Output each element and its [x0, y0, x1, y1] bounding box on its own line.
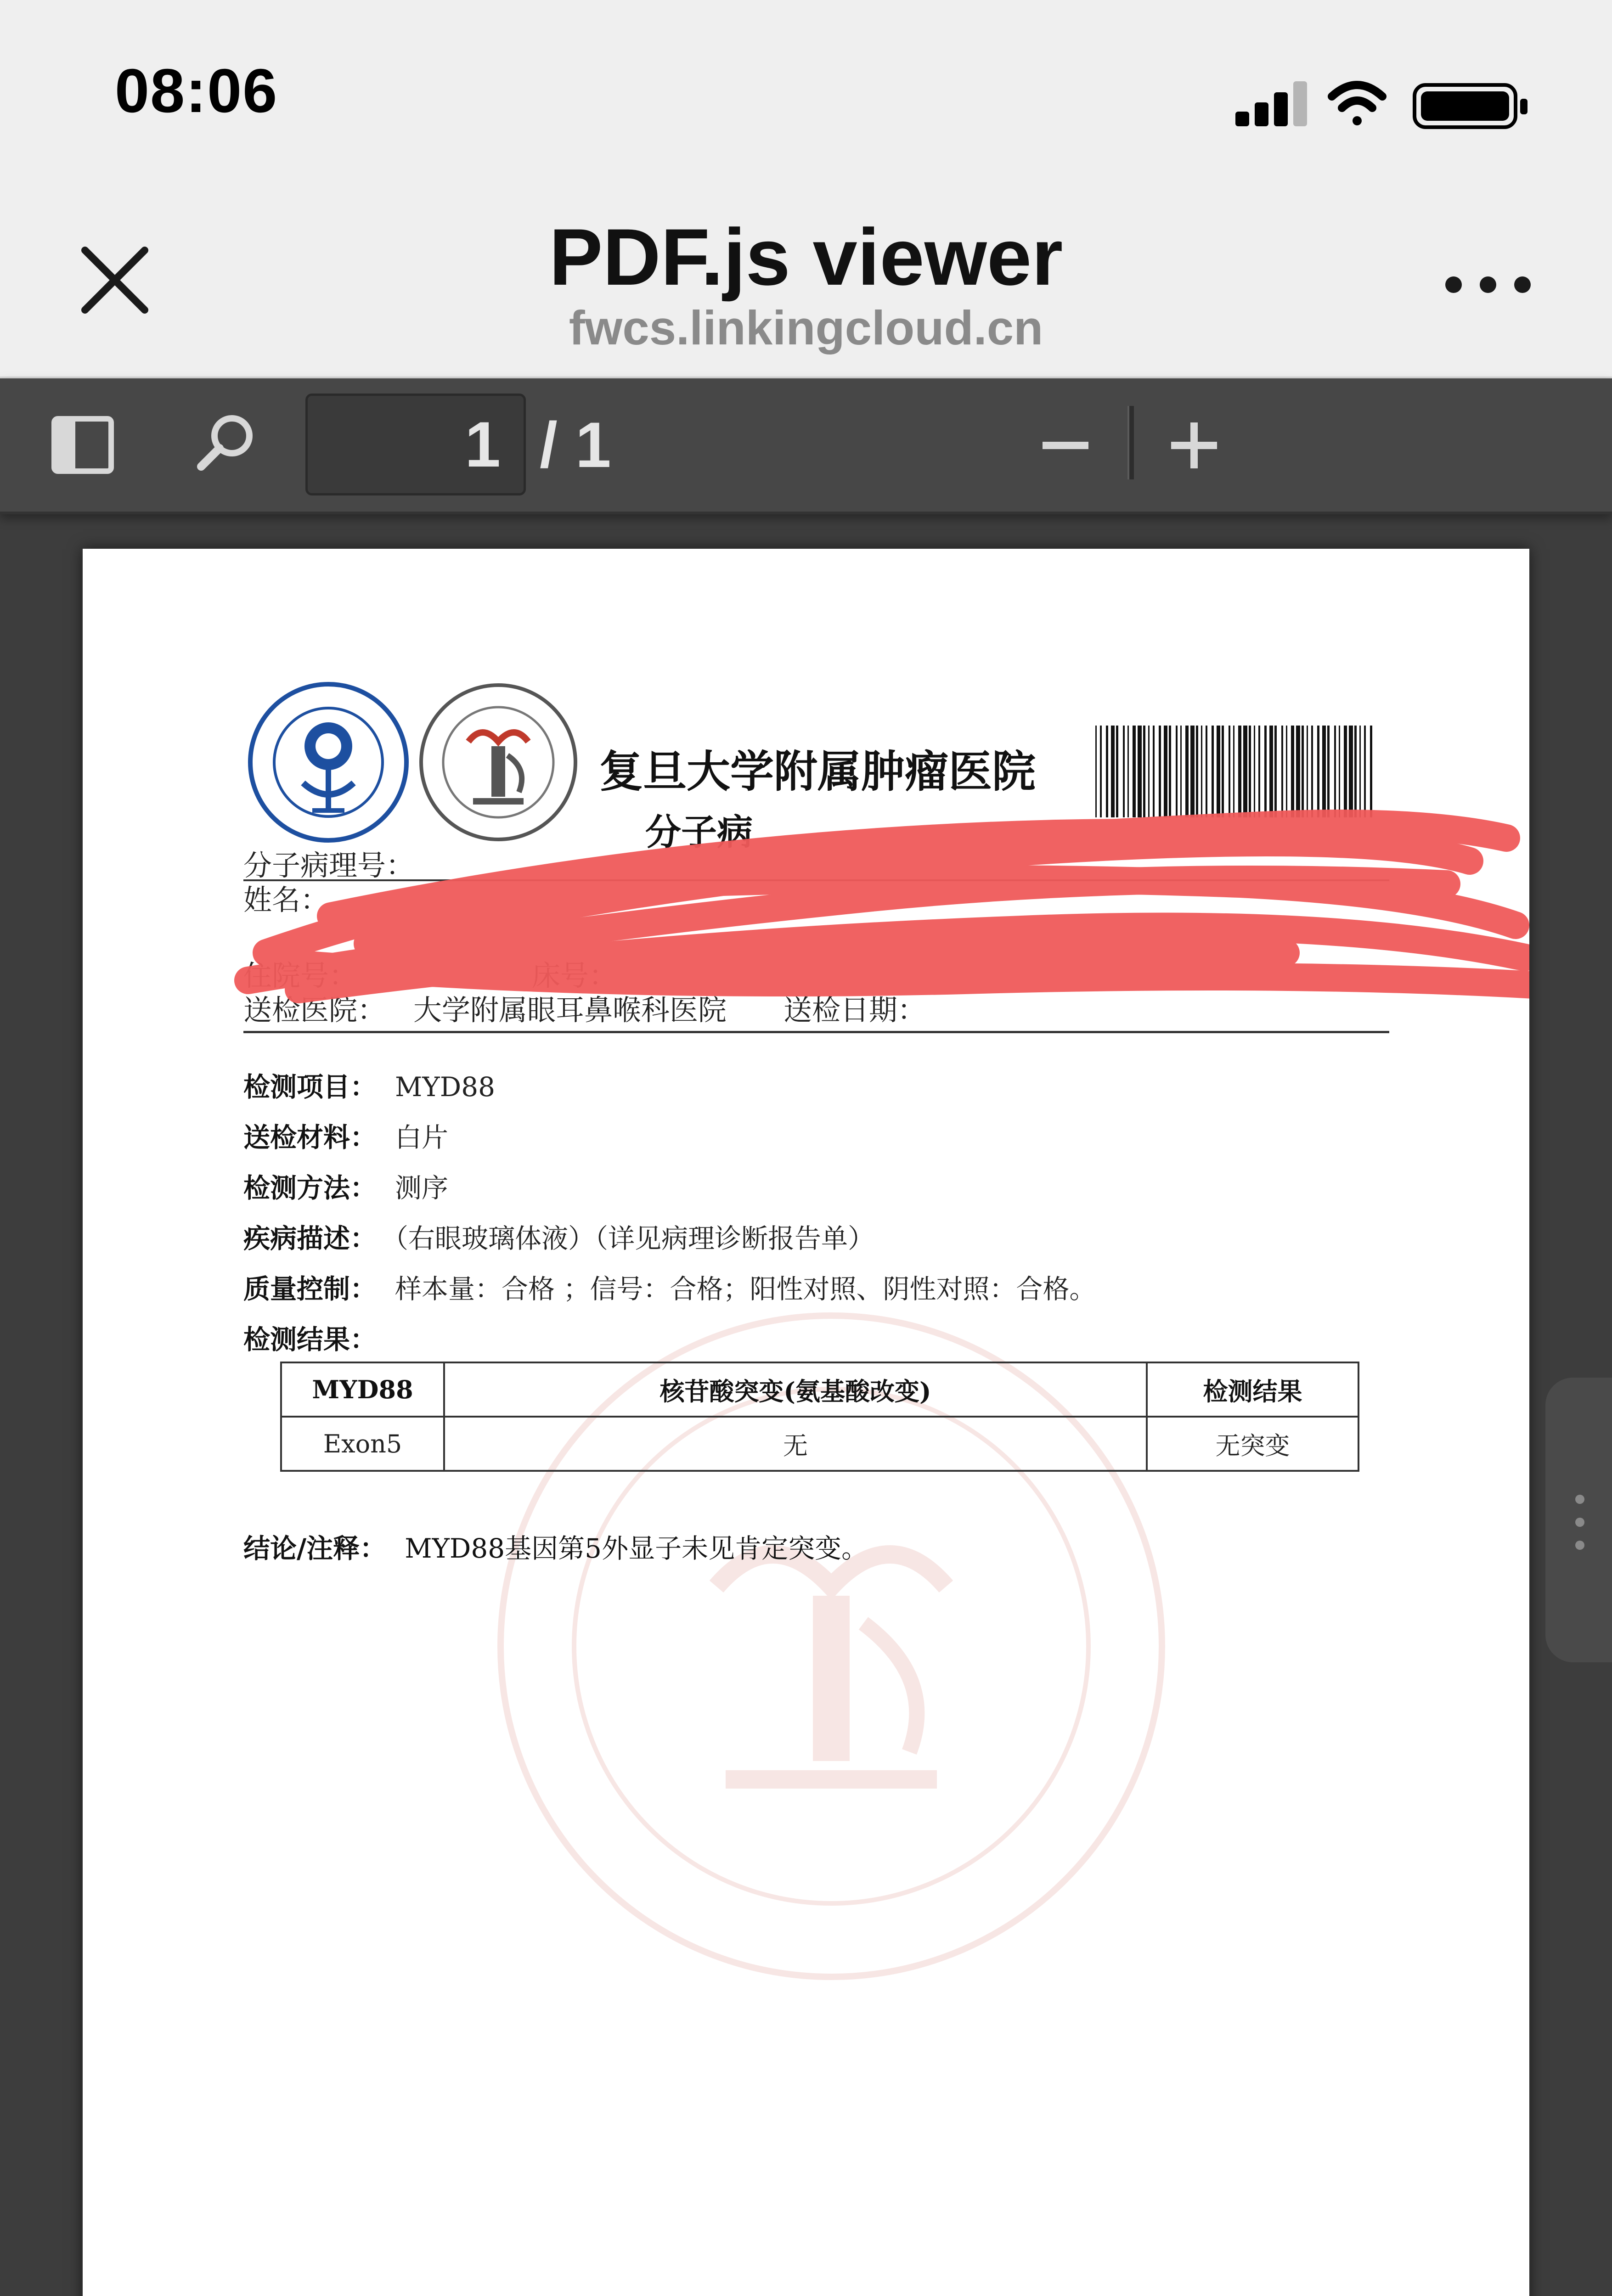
barcode-bar — [1127, 726, 1129, 817]
barcode-bar — [1349, 726, 1353, 817]
barcode-bar — [1164, 726, 1167, 817]
toolbar-divider — [1127, 406, 1134, 479]
barcode-bar — [1291, 726, 1294, 817]
barcode-bar — [1354, 726, 1357, 817]
barcode-bar — [1169, 726, 1171, 817]
drag-handle-icon — [1571, 1492, 1589, 1552]
sending-hospital-label: 送检医院： 大学附属眼耳鼻喉科医院 送检日期： — [243, 993, 926, 1027]
barcode-bar — [1286, 726, 1287, 817]
barcode-bar — [1254, 726, 1255, 817]
barcode-bar — [1249, 726, 1251, 817]
barcode-bar — [1311, 726, 1313, 817]
barcode-bar — [1111, 726, 1115, 817]
pdf-page — [83, 549, 1529, 2296]
barcode — [1095, 726, 1380, 817]
barcode-bar — [1238, 726, 1241, 817]
barcode-bar — [1159, 726, 1161, 817]
field-test-item: 检测项目： MYD88 — [243, 1071, 495, 1103]
table-header-cell: 核苷酸突变(氨基酸改变) — [444, 1362, 1147, 1417]
more-icon[interactable] — [1442, 271, 1534, 298]
barcode-bar — [1176, 726, 1178, 817]
field-method: 检测方法： 测序 — [243, 1172, 449, 1204]
patient-name-label: 姓名： — [243, 883, 329, 917]
barcode-bar — [1123, 726, 1125, 817]
barcode-bar — [1370, 726, 1372, 817]
barcode-bar — [1190, 726, 1195, 817]
barcode-bar — [1281, 726, 1283, 817]
header-bottom-divider — [243, 1031, 1389, 1033]
university-logo — [243, 677, 413, 847]
barcode-bar — [1138, 726, 1142, 817]
inpatient-id-label: 住院号： 床号： — [243, 959, 618, 992]
result-table — [280, 1362, 1359, 1472]
page-number-input[interactable]: 1 — [305, 394, 526, 495]
page-url: fwcs.linkingcloud.cn — [569, 301, 1043, 355]
barcode-bar — [1243, 726, 1247, 817]
field-quality-control: 质量控制： 样本量：合格 ；信号：合格；阳性对照、阴性对照：合格。 — [243, 1273, 1096, 1305]
signal-icon — [1235, 81, 1307, 126]
barcode-bar — [1116, 726, 1118, 817]
barcode-bar — [1296, 726, 1300, 817]
barcode-bar — [1233, 726, 1234, 817]
barcode-bar — [1274, 726, 1277, 817]
browser-header — [0, 184, 1612, 378]
barcode-bar — [1269, 726, 1273, 817]
search-icon[interactable] — [193, 411, 257, 475]
barcode-bar — [1206, 726, 1207, 817]
table-cell: 无 — [444, 1417, 1147, 1471]
field-sample-material: 送检材料： 白片 — [243, 1122, 449, 1153]
table-row — [281, 1417, 1358, 1471]
table-header-row — [281, 1362, 1358, 1417]
barcode-bar — [1095, 726, 1097, 817]
barcode-bar — [1180, 726, 1182, 817]
status-icons — [1235, 76, 1539, 131]
barcode-bar — [1212, 726, 1214, 817]
barcode-bar — [1100, 726, 1102, 817]
barcode-bar — [1327, 726, 1330, 817]
sidebar-toggle-icon[interactable] — [51, 415, 115, 475]
field-result: 检测结果： — [243, 1324, 377, 1355]
barcode-bar — [1344, 726, 1347, 817]
barcode-bar — [1196, 726, 1198, 817]
barcode-bar — [1229, 726, 1230, 817]
table-cell: Exon5 — [281, 1417, 444, 1471]
zoom-in-icon[interactable] — [1157, 406, 1231, 484]
barcode-bar — [1364, 726, 1366, 817]
zoom-out-icon[interactable] — [1033, 406, 1098, 484]
barcode-bar — [1153, 726, 1155, 817]
barcode-bar — [1201, 726, 1202, 817]
barcode-bar — [1106, 726, 1108, 817]
barcode-bar — [1322, 726, 1326, 817]
barcode-bar — [1307, 726, 1308, 817]
barcode-bar — [1133, 726, 1136, 817]
barcode-bar — [1143, 726, 1145, 817]
barcode-bar — [1359, 726, 1361, 817]
table-header-cell: MYD88 — [281, 1362, 444, 1417]
page-total: / 1 — [540, 409, 611, 481]
hospital-name: 复旦大学附属肿瘤医院 — [599, 746, 1036, 797]
field-disease-description: 疾病描述： （右眼玻璃体液）（详见病理诊断报告单） — [243, 1223, 875, 1254]
pathology-dept-logo — [413, 677, 583, 847]
pathology-id-label: 分子病理号： — [243, 849, 415, 882]
barcode-bar — [1339, 726, 1340, 817]
conclusion: 结论/注释： MYD88基因第5外显子未见肯定突变。 — [243, 1533, 868, 1564]
department-name: 分子病 — [645, 811, 753, 853]
clock: 08:06 — [115, 56, 278, 125]
barcode-bar — [1222, 726, 1224, 817]
page-title: PDF.js viewer — [549, 213, 1063, 302]
barcode-bar — [1264, 726, 1267, 817]
table-cell: 无突变 — [1147, 1417, 1358, 1471]
barcode-bar — [1258, 726, 1260, 817]
status-bar — [0, 0, 1612, 184]
barcode-bar — [1217, 726, 1220, 817]
barcode-bar — [1302, 726, 1304, 817]
pdf-toolbar — [0, 378, 1612, 514]
barcode-bar — [1148, 726, 1150, 817]
table-header-cell: 检测结果 — [1147, 1362, 1358, 1417]
barcode-bar — [1317, 726, 1319, 817]
battery-icon — [1415, 85, 1527, 127]
header-divider — [243, 879, 1389, 881]
barcode-bar — [1185, 726, 1189, 817]
wifi-icon — [1332, 85, 1382, 125]
barcode-bar — [1334, 726, 1336, 817]
